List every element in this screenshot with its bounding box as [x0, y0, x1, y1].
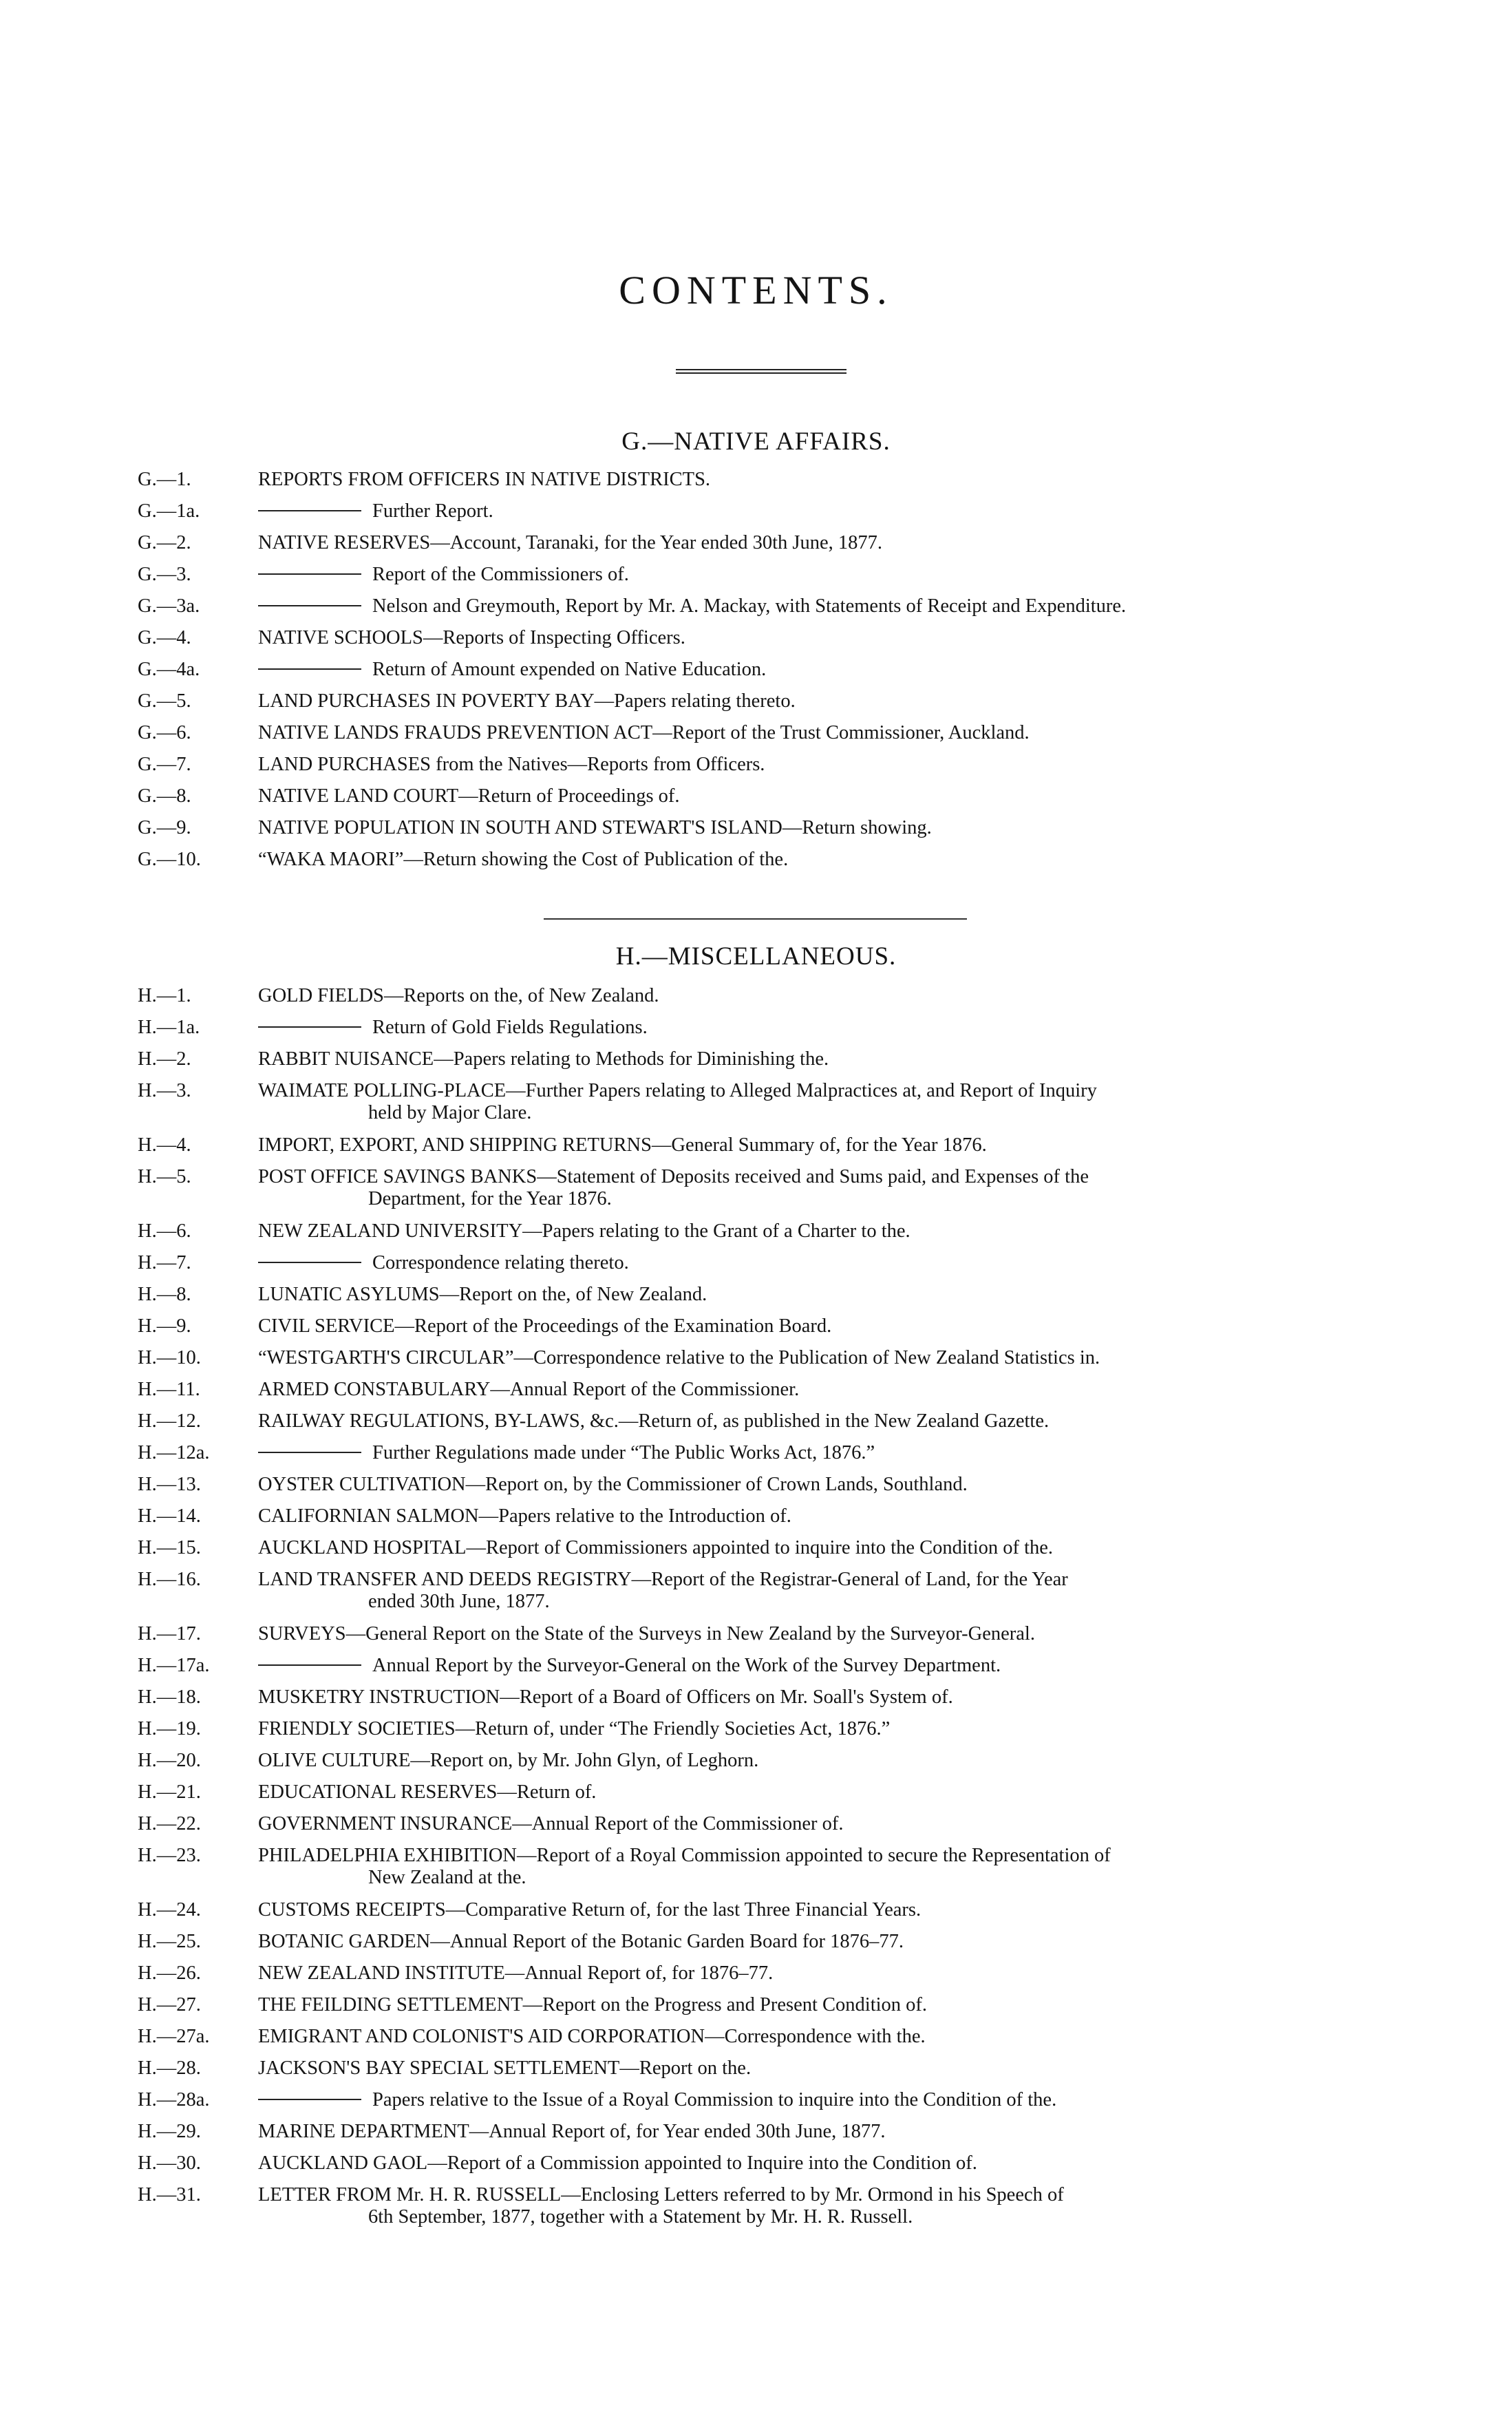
entry-code: H.—22.: [138, 1813, 201, 1834]
entry-text: Papers relative to the Issue of a Royal Commission to inquire into the Condition of the.: [372, 2089, 1057, 2110]
entry-code: H.—13.: [138, 1474, 201, 1495]
contents-entry: [0, 496, 1512, 527]
contents-entry: [0, 1216, 1512, 1247]
entry-code: H.—4.: [138, 1134, 191, 1156]
entry-text: AUCKLAND HOSPITAL—Report of Commissioners appointed to inquire into the Condition of the.: [258, 1537, 1054, 1558]
entry-code: H.—18.: [138, 1686, 201, 1708]
entry-description: [258, 1894, 1370, 1926]
ditto-dash: [258, 605, 361, 606]
entry-text: OLIVE CULTURE—Report on, by Mr. John Glyn, of Leghorn.: [258, 1750, 759, 1771]
entry-description: [258, 1532, 1370, 1564]
ditto-dash: [258, 1664, 361, 1666]
entry-text: NATIVE RESERVES—Account, Taranaki, for the Year ended 30th June, 1877.: [258, 532, 883, 553]
entry-code: H.—10.: [138, 1347, 201, 1368]
entry-description: [258, 812, 1370, 844]
entry-code: G.—8.: [138, 785, 191, 807]
entry-text: Return of Amount expended on Native Education.: [372, 659, 767, 680]
entry-text: POST OFFICE SAVINGS BANKS—Statement of Deposits received and Sums paid, and Expenses of the: [258, 1166, 1089, 1187]
entry-code: H.—2.: [138, 1048, 191, 1070]
entry-description: [258, 1618, 1370, 1650]
entry-description: [258, 1845, 1370, 1889]
contents-entry: [0, 1044, 1512, 1075]
entry-text-continuation: 6th September, 1877, together with a Statement by Mr. H. R. Russell.: [368, 2206, 913, 2228]
contents-entry: [0, 1161, 1512, 1216]
contents-entry: [0, 2179, 1512, 2234]
contents-entry: [0, 1808, 1512, 1840]
entry-text-continuation: Department, for the Year 1876.: [368, 1188, 612, 1209]
entry-description: [258, 1406, 1370, 1437]
entry-code: H.—19.: [138, 1718, 201, 1739]
contents-entry: [0, 1311, 1512, 1342]
entry-code: H.—27.: [138, 1994, 201, 2015]
entry-code: H.—1.: [138, 985, 191, 1006]
contents-entry: [0, 2084, 1512, 2116]
entry-description: [258, 1247, 1370, 1279]
contents-entry: [0, 1342, 1512, 1374]
ditto-dash: [258, 668, 361, 670]
entry-text: CIVIL SERVICE—Report of the Proceedings of the Examination Board.: [258, 1315, 832, 1337]
contents-entry: [0, 717, 1512, 749]
entry-description: [258, 1012, 1370, 1044]
contents-entry: [0, 686, 1512, 717]
entry-text: Further Regulations made under “The Public Works Act, 1876.”: [372, 1442, 875, 1463]
entry-text: PHILADELPHIA EXHIBITION—Report of a Royal Commission appointed to secure the Representation of: [258, 1845, 1111, 1866]
entry-code: H.—21.: [138, 1781, 201, 1803]
entry-code: H.—14.: [138, 1505, 201, 1527]
entry-text: Report of the Commissioners of.: [372, 564, 629, 585]
contents-entry: [0, 1926, 1512, 1958]
entry-description: [258, 1374, 1370, 1406]
entry-code: H.—5.: [138, 1166, 191, 1187]
entry-code: H.—26.: [138, 1962, 201, 1984]
entry-text: NATIVE SCHOOLS—Reports of Inspecting Officers.: [258, 627, 685, 648]
entry-code: G.—4.: [138, 627, 191, 648]
contents-entry: [0, 2021, 1512, 2053]
entry-code: G.—4a.: [138, 659, 200, 680]
section-heading-native-affairs: G.—NATIVE AFFAIRS.: [621, 427, 891, 456]
entry-code: H.—20.: [138, 1750, 201, 1771]
contents-entry: [0, 781, 1512, 812]
entry-text: WAIMATE POLLING-PLACE—Further Papers relating to Alleged Malpractices at, and Report of Inquiry: [258, 1080, 1097, 1101]
entry-description: [258, 1569, 1370, 1613]
entry-text: NATIVE LANDS FRAUDS PREVENTION ACT—Report of the Trust Commissioner, Auckland.: [258, 722, 1030, 743]
entry-description: [258, 1777, 1370, 1808]
contents-entry: [0, 559, 1512, 591]
entry-code: G.—1.: [138, 469, 191, 490]
section-divider: [544, 918, 967, 920]
entry-code: H.—23.: [138, 1845, 201, 1866]
entry-code: H.—28a.: [138, 2089, 210, 2110]
entry-text: RAILWAY REGULATIONS, BY-LAWS, &c.—Return of, as published in the New Zealand Gazette.: [258, 1410, 1050, 1432]
contents-entry: [0, 591, 1512, 622]
entry-description: [258, 1650, 1370, 1682]
entry-text: EDUCATIONAL RESERVES—Return of.: [258, 1781, 597, 1803]
page-title: CONTENTS.: [619, 268, 893, 313]
entry-text: LAND PURCHASES IN POVERTY BAY—Papers relating thereto.: [258, 690, 796, 712]
ditto-dash: [258, 1452, 361, 1453]
entry-text: SURVEYS—General Report on the State of the Surveys in New Zealand by the Surveyor-General.: [258, 1623, 1035, 1644]
contents-entry: [0, 1012, 1512, 1044]
entry-description: [258, 1080, 1370, 1124]
entry-description: [258, 1501, 1370, 1532]
section-heading-miscellaneous: H.—MISCELLANEOUS.: [615, 942, 897, 971]
entry-text: CALIFORNIAN SALMON—Papers relative to the Introduction of.: [258, 1505, 791, 1527]
entry-description: [258, 1958, 1370, 1989]
entry-text: Return of Gold Fields Regulations.: [372, 1017, 648, 1038]
contents-entry: [0, 1279, 1512, 1311]
entry-description: [258, 496, 1370, 527]
title-double-rule: [676, 369, 846, 377]
entry-description: [258, 686, 1370, 717]
contents-entry: [0, 1989, 1512, 2021]
entry-text: ARMED CONSTABULARY—Annual Report of the Commissioner.: [258, 1379, 800, 1400]
entry-code: H.—7.: [138, 1252, 191, 1273]
entry-text: EMIGRANT AND COLONIST'S AID CORPORATION—Correspondence with the.: [258, 2026, 926, 2047]
entry-code: H.—11.: [138, 1379, 200, 1400]
entry-text-continuation: New Zealand at the.: [368, 1867, 526, 1888]
entry-description: [258, 1166, 1370, 1210]
entry-code: H.—6.: [138, 1220, 191, 1242]
entry-text: MUSKETRY INSTRUCTION—Report of a Board of Officers on Mr. Soall's System of.: [258, 1686, 953, 1708]
ditto-dash: [258, 510, 361, 511]
entry-code: G.—7.: [138, 754, 191, 775]
entry-code: H.—3.: [138, 1080, 191, 1101]
entry-text: THE FEILDING SETTLEMENT—Report on the Progress and Present Condition of.: [258, 1994, 928, 2015]
entry-text: LAND TRANSFER AND DEEDS REGISTRY—Report of the Registrar-General of Land, for the Year: [258, 1569, 1068, 1590]
contents-entry: [0, 654, 1512, 686]
entry-code: H.—24.: [138, 1899, 201, 1921]
entry-text: GOLD FIELDS—Reports on the, of New Zealand.: [258, 985, 659, 1006]
contents-entry: [0, 1840, 1512, 1894]
contents-entry: [0, 2148, 1512, 2179]
entry-code: H.—31.: [138, 2184, 201, 2205]
entry-description: [258, 2148, 1370, 2179]
entry-code: H.—28.: [138, 2057, 201, 2079]
contents-entry: [0, 1130, 1512, 1161]
contents-entry: [0, 844, 1512, 876]
entry-code: G.—6.: [138, 722, 191, 743]
entry-text: MARINE DEPARTMENT—Annual Report of, for Year ended 30th June, 1877.: [258, 2121, 886, 2142]
entry-description: [258, 1808, 1370, 1840]
entry-text: BOTANIC GARDEN—Annual Report of the Botanic Garden Board for 1876–77.: [258, 1931, 904, 1952]
entry-description: [258, 1044, 1370, 1075]
entry-description: [258, 1926, 1370, 1958]
entry-description: [258, 1216, 1370, 1247]
entry-text: “WAKA MAORI”—Return showing the Cost of Publication of the.: [258, 849, 789, 870]
entry-description: [258, 781, 1370, 812]
entry-text: NEW ZEALAND UNIVERSITY—Papers relating to the Grant of a Charter to the.: [258, 1220, 911, 1242]
contents-entry: [0, 2053, 1512, 2084]
entry-description: [258, 1469, 1370, 1501]
entry-description: [258, 527, 1370, 559]
contents-entry: [0, 980, 1512, 1012]
entry-text: NATIVE POPULATION IN SOUTH AND STEWART'S ISLAND—Return showing.: [258, 817, 932, 838]
contents-entry: [0, 1894, 1512, 1926]
contents-entry: [0, 1777, 1512, 1808]
entry-code: H.—29.: [138, 2121, 201, 2142]
entry-text: Annual Report by the Surveyor-General on the Work of the Survey Department.: [372, 1655, 1001, 1676]
contents-entry: [0, 1501, 1512, 1532]
entry-text: JACKSON'S BAY SPECIAL SETTLEMENT—Report on the.: [258, 2057, 752, 2079]
entry-description: [258, 749, 1370, 781]
contents-entry: [0, 1564, 1512, 1618]
contents-entry: [0, 1618, 1512, 1650]
entry-text: Correspondence relating thereto.: [372, 1252, 629, 1273]
contents-entry: [0, 464, 1512, 496]
entry-code: H.—12.: [138, 1410, 201, 1432]
entry-description: [258, 1745, 1370, 1777]
entry-code: G.—10.: [138, 849, 201, 870]
entry-text: NATIVE LAND COURT—Return of Proceedings of.: [258, 785, 680, 807]
contents-entry: [0, 749, 1512, 781]
entry-description: [258, 1437, 1370, 1469]
entry-text-continuation: ended 30th June, 1877.: [368, 1591, 550, 1612]
entry-text: “WESTGARTH'S CIRCULAR”—Correspondence relative to the Publication of New Zealand Statistics in.: [258, 1347, 1100, 1368]
contents-entry: [0, 622, 1512, 654]
entry-text: FRIENDLY SOCIETIES—Return of, under “The Friendly Societies Act, 1876.”: [258, 1718, 891, 1739]
entry-text: Further Report.: [372, 500, 493, 522]
entry-description: [258, 591, 1370, 622]
entry-description: [258, 2184, 1370, 2228]
entry-code: H.—16.: [138, 1569, 201, 1590]
entry-description: [258, 2053, 1370, 2084]
ditto-dash: [258, 1262, 361, 1263]
ditto-dash: [258, 2099, 361, 2100]
contents-entry: [0, 812, 1512, 844]
entry-description: [258, 622, 1370, 654]
entry-code: H.—9.: [138, 1315, 191, 1337]
contents-entry: [0, 1682, 1512, 1713]
entry-description: [258, 2021, 1370, 2053]
contents-entry: [0, 1437, 1512, 1469]
ditto-dash: [258, 573, 361, 575]
contents-entry: [0, 2116, 1512, 2148]
ditto-dash: [258, 1026, 361, 1028]
contents-entry: [0, 1075, 1512, 1130]
entry-description: [258, 844, 1370, 876]
contents-entry: [0, 1247, 1512, 1279]
entry-code: H.—25.: [138, 1931, 201, 1952]
entry-text: Nelson and Greymouth, Report by Mr. A. Mackay, with Statements of Receipt and Expenditure.: [372, 595, 1127, 617]
entry-text: NEW ZEALAND INSTITUTE—Annual Report of, for 1876–77.: [258, 1962, 774, 1984]
contents-entry: [0, 1650, 1512, 1682]
entry-description: [258, 1989, 1370, 2021]
entry-code: H.—17a.: [138, 1655, 210, 1676]
entry-description: [258, 1682, 1370, 1713]
entry-text: RABBIT NUISANCE—Papers relating to Methods for Diminishing the.: [258, 1048, 829, 1070]
entry-description: [258, 1279, 1370, 1311]
contents-entry: [0, 527, 1512, 559]
entry-text-continuation: held by Major Clare.: [368, 1102, 532, 1123]
contents-entry: [0, 1745, 1512, 1777]
entry-code: H.—12a.: [138, 1442, 210, 1463]
entry-code: G.—3.: [138, 564, 191, 585]
entry-text: IMPORT, EXPORT, AND SHIPPING RETURNS—General Summary of, for the Year 1876.: [258, 1134, 987, 1156]
entry-code: H.—15.: [138, 1537, 201, 1558]
entry-text: LETTER FROM Mr. H. R. RUSSELL—Enclosing Letters referred to by Mr. Ormond in his Speech of: [258, 2184, 1064, 2205]
miscellaneous-entries: [0, 980, 1512, 2234]
entry-code: G.—5.: [138, 690, 191, 712]
entry-description: [258, 2116, 1370, 2148]
entry-code: H.—1a.: [138, 1017, 200, 1038]
contents-entry: [0, 1469, 1512, 1501]
entry-code: H.—27a.: [138, 2026, 210, 2047]
entry-text: LUNATIC ASYLUMS—Report on the, of New Zealand.: [258, 1284, 707, 1305]
entry-description: [258, 717, 1370, 749]
entry-text: OYSTER CULTIVATION—Report on, by the Commissioner of Crown Lands, Southland.: [258, 1474, 968, 1495]
entry-code: H.—17.: [138, 1623, 201, 1644]
entry-code: H.—8.: [138, 1284, 191, 1305]
entry-description: [258, 980, 1370, 1012]
contents-entry: [0, 1958, 1512, 1989]
entry-description: [258, 1311, 1370, 1342]
entry-description: [258, 1130, 1370, 1161]
contents-entry: [0, 1532, 1512, 1564]
entry-description: [258, 1713, 1370, 1745]
contents-entry: [0, 1374, 1512, 1406]
contents-entry: [0, 1713, 1512, 1745]
contents-entry: [0, 1406, 1512, 1437]
entry-text: CUSTOMS RECEIPTS—Comparative Return of, for the last Three Financial Years.: [258, 1899, 922, 1921]
entry-code: G.—9.: [138, 817, 191, 838]
entry-code: G.—1a.: [138, 500, 200, 522]
entry-description: [258, 2084, 1370, 2116]
entry-text: REPORTS FROM OFFICERS IN NATIVE DISTRICTS.: [258, 469, 711, 490]
entry-description: [258, 654, 1370, 686]
entry-code: G.—3a.: [138, 595, 200, 617]
native-affairs-entries: [0, 464, 1512, 876]
entry-text: LAND PURCHASES from the Natives—Reports from Officers.: [258, 754, 765, 775]
entry-description: [258, 464, 1370, 496]
entry-description: [258, 559, 1370, 591]
entry-text: GOVERNMENT INSURANCE—Annual Report of the Commissioner of.: [258, 1813, 844, 1834]
entry-code: H.—30.: [138, 2152, 201, 2174]
entry-text: AUCKLAND GAOL—Report of a Commission appointed to Inquire into the Condition of.: [258, 2152, 977, 2174]
entry-code: G.—2.: [138, 532, 191, 553]
entry-description: [258, 1342, 1370, 1374]
